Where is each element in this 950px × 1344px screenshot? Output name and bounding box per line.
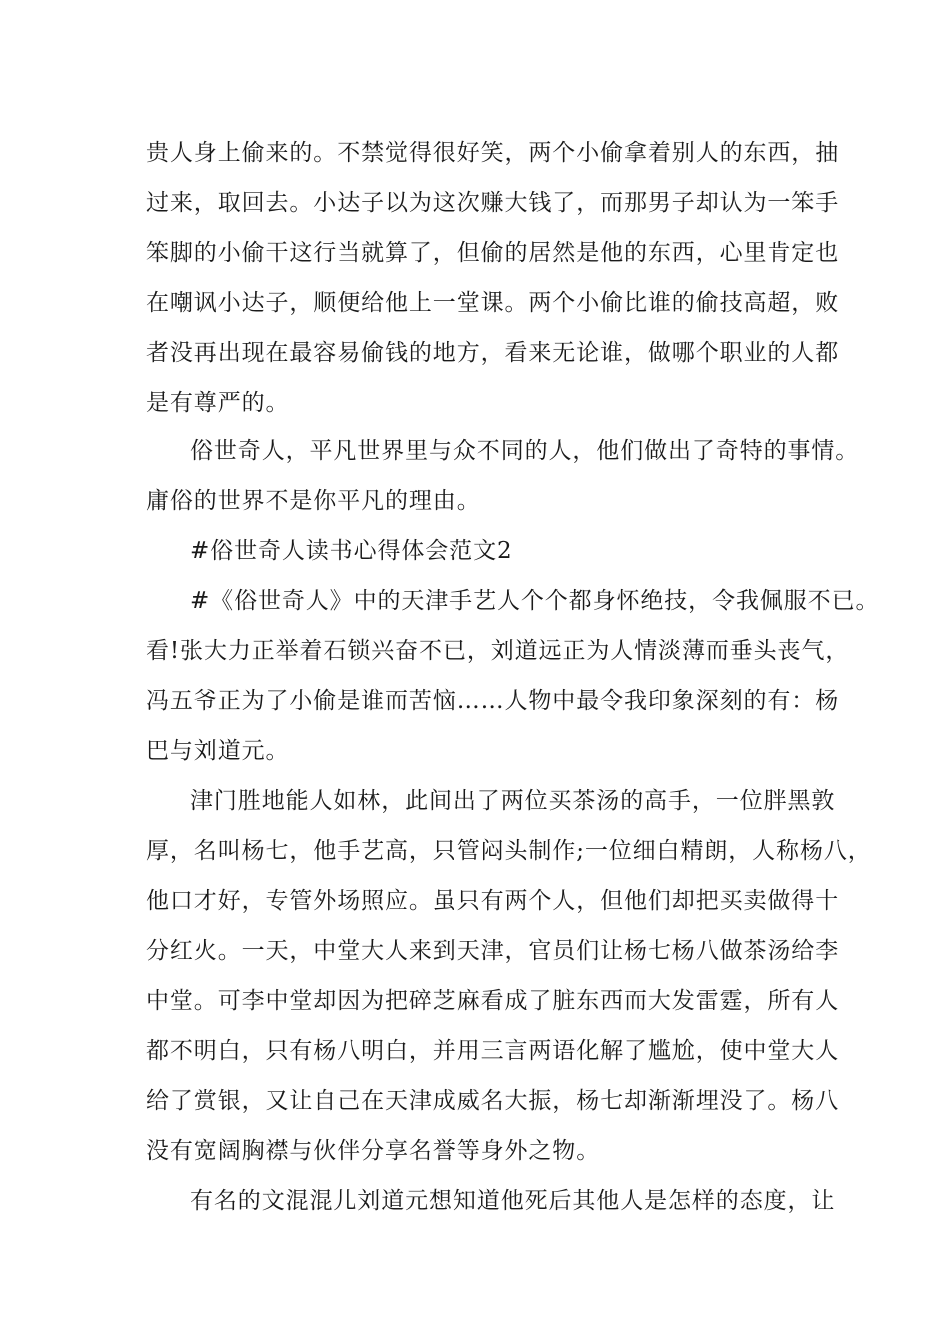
text-line: 冯五爷正为了小偷是谁而苦恼……人物中最令我印象深刻的有：杨 [146,688,840,714]
text-line: 在嘲讽小达子，顺便给他上一堂课。两个小偷比谁的偷技高超，败 [146,290,840,316]
text-line: 分红火。一天，中堂大人来到天津，官员们让杨七杨八做茶汤给李 [146,938,840,964]
text-line: 者没再出现在最容易偷钱的地方，看来无论谁，做哪个职业的人都 [146,340,840,366]
text-line: 贵人身上偷来的。不禁觉得很好笑，两个小偷拿着别人的东西，抽 [146,140,840,166]
text-line: 给了赏银，又让自己在天津成威名大振，杨七却渐渐埋没了。杨八 [146,1088,840,1114]
text-line: 是有尊严的。 [146,390,290,416]
text-line: 他口才好，专管外场照应。虽只有两个人，但他们却把买卖做得十 [146,888,840,914]
text-line: 津门胜地能人如林，此间出了两位买茶汤的高手，一位胖黑敦 [190,788,836,814]
text-line: 过来，取回去。小达子以为这次赚大钱了，而那男子却认为一笨手 [146,190,840,216]
text-line: 有名的文混混儿刘道元想知道他死后其他人是怎样的态度，让 [190,1188,836,1214]
text-line: 没有宽阔胸襟与伙伴分享名誉等身外之物。 [146,1138,601,1164]
section-heading: #俗世奇人读书心得体会范文2 [190,538,513,564]
text-line: 看!张大力正举着石锁兴奋不已，刘道远正为人情淡薄而垂头丧气， [146,638,850,664]
text-line: 巴与刘道元。 [146,738,290,764]
text-line: 笨脚的小偷干这行当就算了，但偷的居然是他的东西，心里肯定也 [146,240,840,266]
text-line: 中堂。可李中堂却因为把碎芝麻看成了脏东西而大发雷霆，所有人 [146,988,840,1014]
text-line: 厚，名叫杨七，他手艺高，只管闷头制作;一位细白精朗，人称杨八， [146,838,872,864]
text-line: 庸俗的世界不是你平凡的理由。 [146,488,481,514]
text-line: 俗世奇人，平凡世界里与众不同的人，他们做出了奇特的事情。 [190,438,860,464]
text-line: 都不明白，只有杨八明白，并用三言两语化解了尴尬，使中堂大人 [146,1038,840,1064]
text-line: #《俗世奇人》中的天津手艺人个个都身怀绝技，令我佩服不已。 [190,588,880,614]
